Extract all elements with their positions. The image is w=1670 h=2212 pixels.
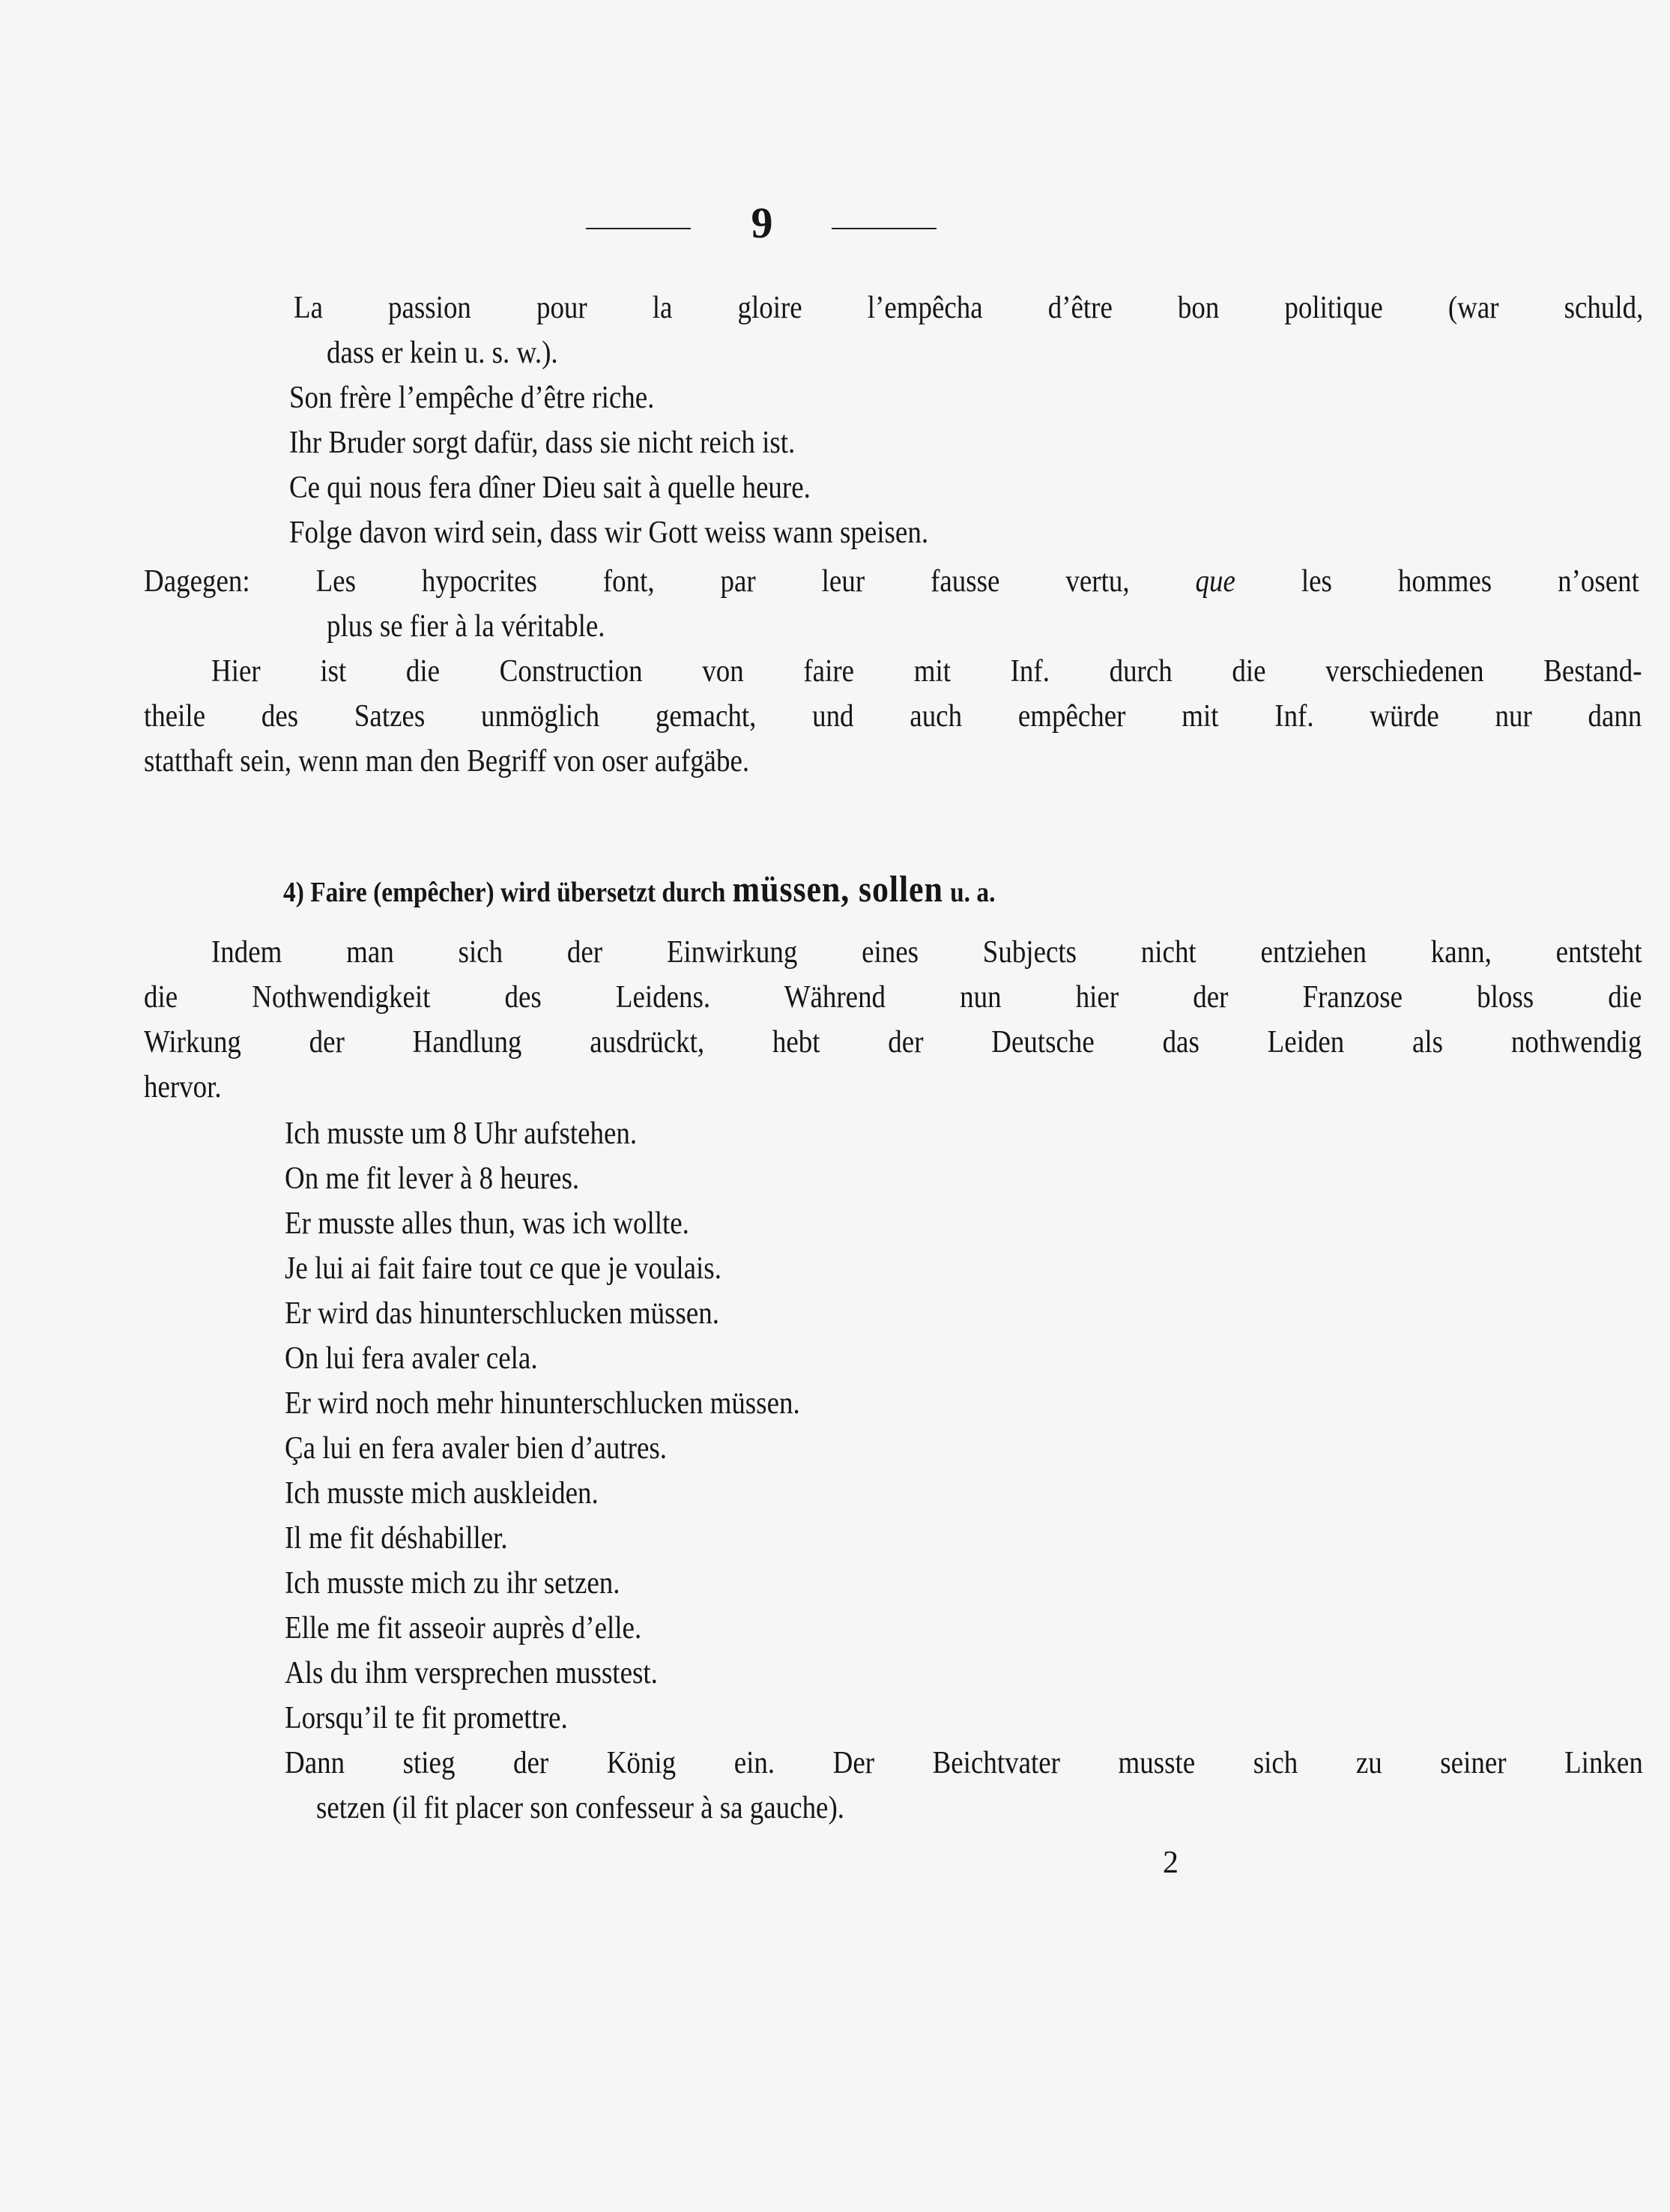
text-line: plus se fier à la véritable. [327, 609, 605, 644]
example-line: Dann stieg der König ein. Der Beichtvater musste sich zu seiner Linken [285, 1746, 1643, 1780]
example-line: setzen (il fit placer son confesseur à sa gauche). [316, 1791, 845, 1825]
example-line: Ich musste mich zu ihr setzen. [285, 1566, 620, 1601]
paragraph-line: die Nothwendigkeit des Leidens. Während nun hier der Franzose bloss die [144, 980, 1642, 1015]
paragraph-line: hervor. [144, 1070, 222, 1105]
page-number: 9 [751, 199, 773, 247]
example-line: Ich musste um 8 Uhr aufstehen. [285, 1116, 638, 1151]
example-line: Er wird das hinunterschlucken müssen. [285, 1296, 719, 1331]
page-header [0, 199, 1670, 249]
text-line: La passion pour la gloire l’empêcha d’être bon politique (war schuld, [294, 291, 1644, 325]
paragraph-line: Indem man sich der Einwirkung eines Subjects nicht entziehen kann, entsteht [211, 935, 1642, 970]
dagegen-label: Dagegen: [144, 564, 250, 599]
text-line: dass er kein u. s. w.). [327, 336, 558, 370]
heading-emphasis: müssen, sollen [732, 868, 943, 910]
paragraph-line: Wirkung der Handlung ausdrückt, hebt der Deutsche das Leiden als nothwendig [144, 1025, 1642, 1060]
italic-que: que [1195, 564, 1235, 599]
example-line: Je lui ai fait faire tout ce que je voulais. [285, 1251, 721, 1286]
paragraph-line: theile des Satzes unmöglich gemacht, und auch empêcher mit Inf. würde nur dann [144, 699, 1642, 734]
signature-mark: 2 [1163, 1846, 1179, 1880]
example-line: Lorsqu’il te fit promettre. [285, 1701, 568, 1735]
paragraph-line: statthaft sein, wenn man den Begriff von oser aufgäbe. [144, 744, 750, 779]
example-line: Il me fit déshabiller. [285, 1521, 508, 1556]
text-line: Ce qui nous fera dîner Dieu sait à quelle heure. [289, 471, 811, 505]
example-line: Elle me fit asseoir auprès d’elle. [285, 1611, 642, 1646]
example-line: Ça lui en fera avaler bien d’autres. [285, 1431, 668, 1466]
paragraph-line: Hier ist die Construction von faire mit Inf. durch die verschiedenen Bestand- [211, 654, 1642, 689]
example-line: Er wird noch mehr hinunterschlucken müssen. [285, 1386, 800, 1421]
text-line: Son frère l’empêche d’être riche. [289, 381, 655, 415]
example-line: Ich musste mich auskleiden. [285, 1476, 599, 1511]
example-line: Als du ihm versprechen musstest. [285, 1656, 658, 1690]
text-line: Folge davon wird sein, dass wir Gott weiss wann speisen. [289, 516, 929, 550]
text-line-dagegen: Dagegen: Les hypocrites font, par leur fausse vertu, que les hommes n’osent [144, 562, 1639, 601]
example-line: Er musste alles thun, was ich wollte. [285, 1206, 689, 1241]
header-rule-left [586, 228, 691, 229]
text-line: Ihr Bruder sorgt dafür, dass sie nicht reich ist. [289, 426, 796, 460]
example-line: On me fit lever à 8 heures. [285, 1161, 580, 1196]
example-line: On lui fera avaler cela. [285, 1341, 538, 1376]
header-rule-right [832, 228, 937, 229]
section-heading: 4) Faire (empêcher) wird übersetzt durch müssen, sollen u. a. [283, 868, 996, 910]
